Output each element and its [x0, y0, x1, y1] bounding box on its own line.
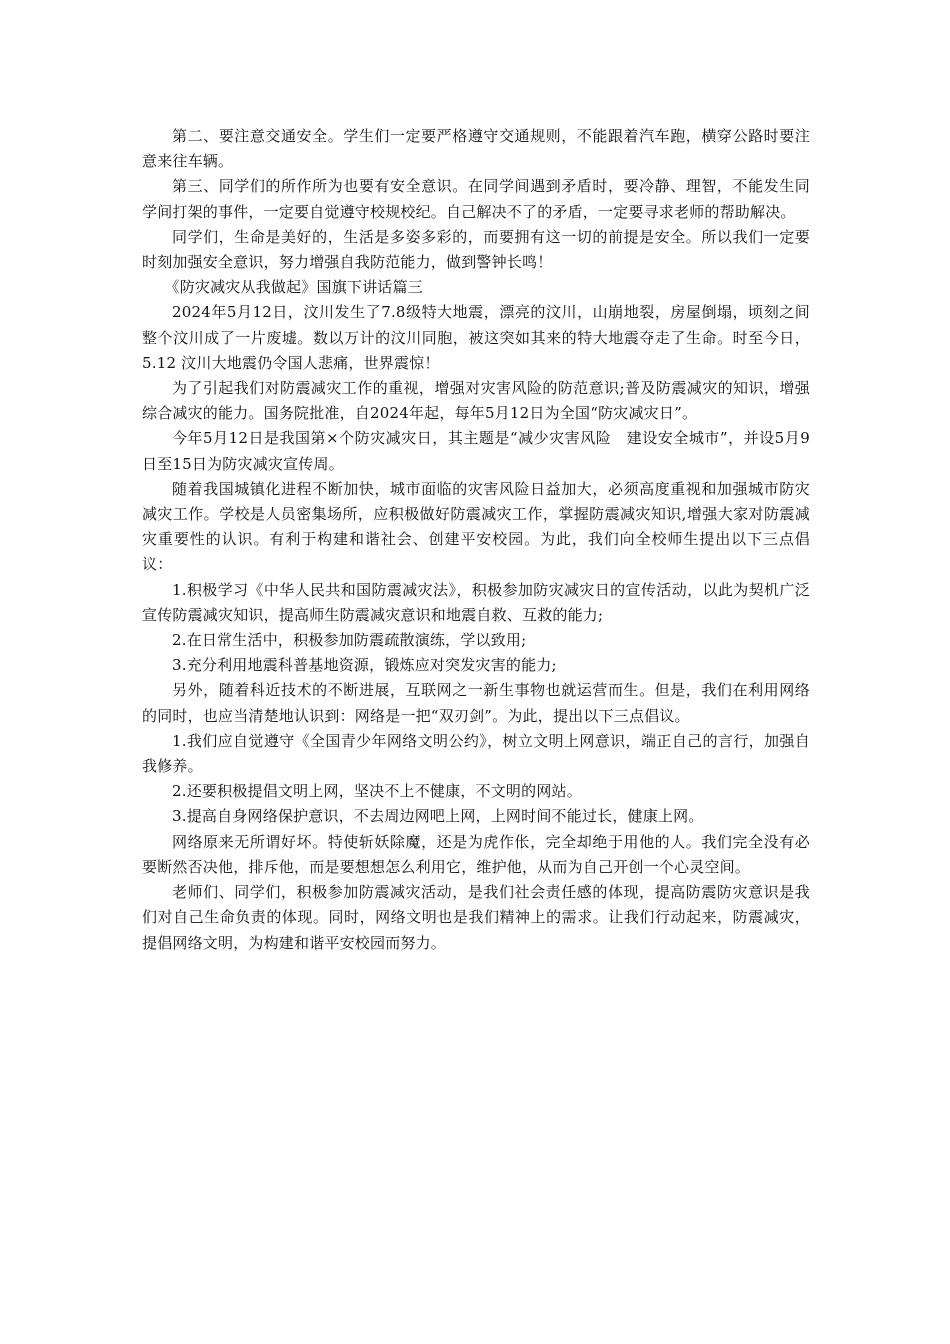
paragraph-student-conduct: 第三、同学们的所作所为也要有安全意识。在同学间遇到矛盾时，要冷静、理智，不能发生同学间打架的事件，一定要自觉遵守校规校纪。自己解决不了的矛盾，一定要寻求老师的帮助解决。 — [142, 177, 810, 221]
proposal-item-1: 1.积极学习《中华人民共和国防震减灾法》，积极参加防灾减灾日的宣传活动，以此为契机广泛宣传防震减灾知识，提高师生防震减灾意识和地震自救、互救的能力; — [142, 580, 810, 624]
section-title: 《防灾减灾从我做起》国旗下讲话篇三 — [164, 278, 423, 297]
paragraph-disaster-day: 为了引起我们对防震减灾工作的重视，增强对灾害风险的防范意识;普及防震减灾的知识，增强综合减灾的能力。国务院批准，自2024年起，每年5月12日为全国“防灾减灾日”。 — [142, 379, 810, 423]
paragraph-closing: 老师们、同学们，积极参加防震减灾活动，是我们社会责任感的体现，提高防震防灾意识是我们对自己生命负责的体现。同时，网络文明也是我们精神上的需求。让我们行动起来，防震减灾，提倡网络文明，为构建和谐平安校园而努力。 — [142, 883, 810, 952]
paragraph-traffic-safety: 第二、要注意交通安全。学生们一定要严格遵守交通规则，不能跟着汽车跑，横穿公路时要注意来往车辆。 — [142, 127, 810, 171]
internet-proposal-item-2: 2.还要积极提倡文明上网，坚决不上不健康，不文明的网站。 — [172, 782, 582, 801]
paragraph-wenchuan-earthquake: 2024年5月12日，汶川发生了7.8级特大地震，漂亮的汶川，山崩地裂，房屋倒塌，顷刻之间整个汶川成了一片废墟。数以万计的汶川同胞，被这突如其来的特大地震夺走了生命。时至今日， 5.12 汶川大地震仍令国人悲痛，世界震惊！ — [142, 303, 810, 372]
proposal-item-2: 2.在日常生活中，积极参加防震疏散演练，学以致用; — [172, 631, 527, 650]
paragraph-safety-conclusion: 同学们，生命是美好的，生活是多姿多彩的，而要拥有这一切的前提是安全。所以我们一定要时刻加强安全意识，努力增强自我防范能力，做到警钟长鸣！ — [142, 227, 810, 272]
internet-proposal-item-3: 3.提高自身网络保护意识，不去周边网吧上网，上网时间不能过长，健康上网。 — [172, 807, 704, 826]
paragraph-urbanization: 随着我国城镇化进程不断加快，城市面临的灾害风险日益加大，必须高度重视和加强城市防灾减灾工作。学校是人员密集场所，应积极做好防震减灾工作，掌握防震减灾知识,增强大家对防震减灾重要性的认识。有利于构建和谐社会、创建平安校园。为此，我们向全校师生提出以下三点倡议： — [142, 479, 810, 574]
paragraph-internet: 另外，随着科近技术的不断进展，互联网之一新生事物也就运营而生。但是，我们在利用网络的同时，也应当清楚地认识到：网络是一把“双刃剑”。为此，提出以下三点倡议。 — [142, 681, 810, 725]
document-body — [142, 124, 810, 956]
internet-proposal-item-1: 1.我们应自觉遵守《全国青少年网络文明公约》，树立文明上网意识，端正自己的言行，加强自我修养。 — [142, 731, 810, 776]
paragraph-network-neutrality: 网络原来无所谓好坏。特使斩妖除魔，还是为虎作伥，完全却绝于用他的人。我们完全没有必要断然否决他，排斥他，而是要想想怎么利用它，维护他，从而为自己开创一个心灵空间。 — [142, 832, 810, 876]
paragraph-theme: 今年5月12日是我国第×个防灾减灾日，其主题是“减少灾害风险 建设安全城市”，并设5月9日至15日为防灾减灾宣传周。 — [142, 429, 810, 473]
proposal-item-3: 3.充分利用地震科普基地资源，锻炼应对突发灾害的能力; — [172, 656, 557, 675]
